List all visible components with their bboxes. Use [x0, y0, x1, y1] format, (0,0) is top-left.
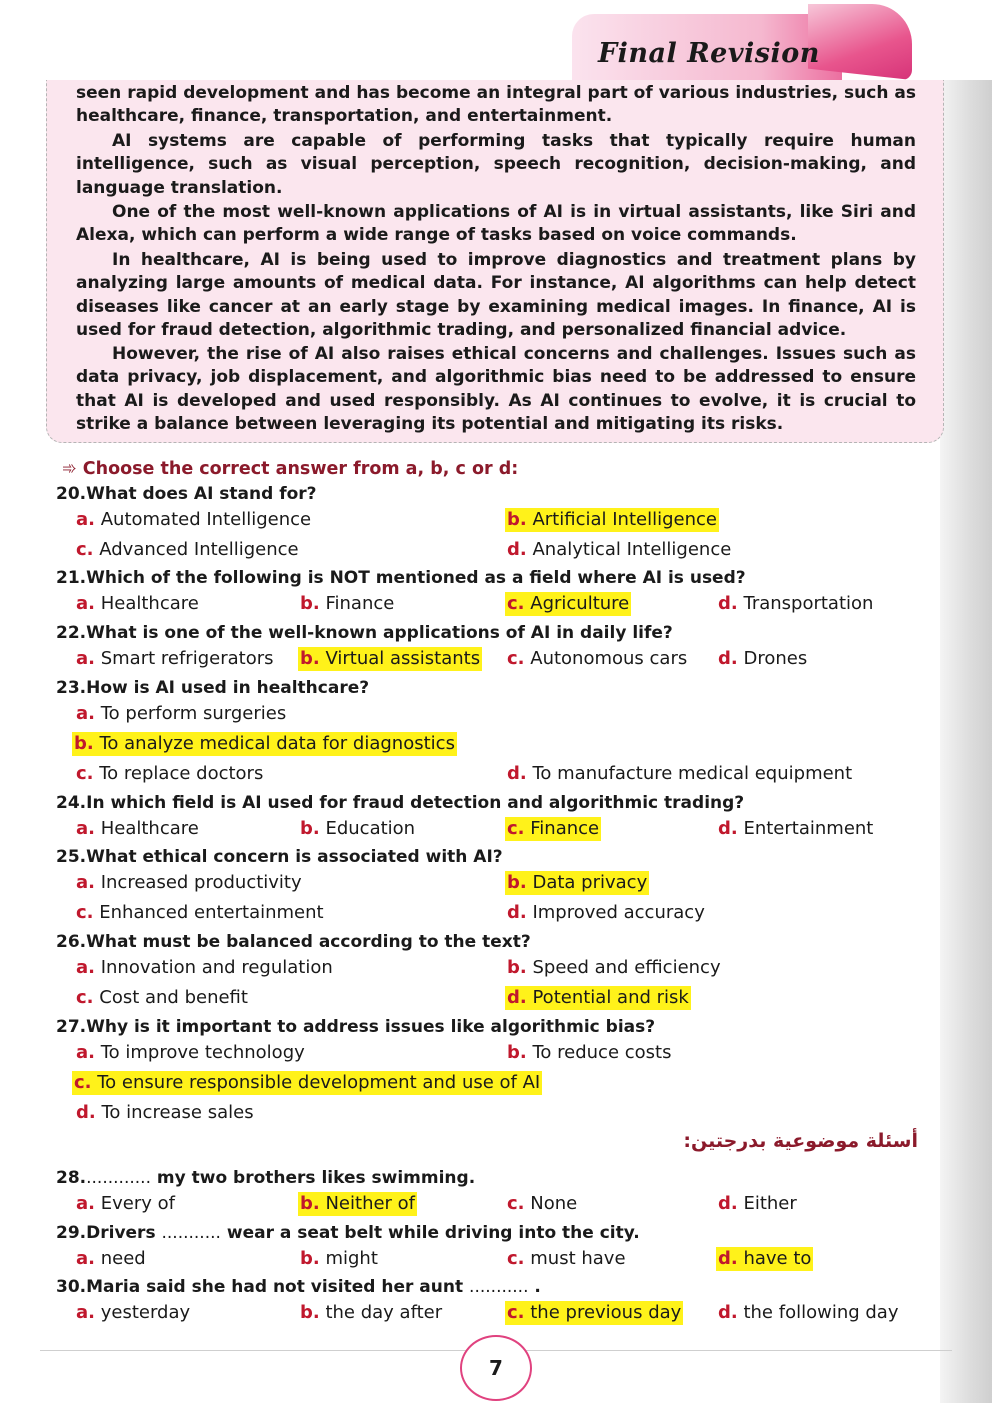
option-letter: c. [76, 763, 94, 784]
passage-paragraph: However, the rise of AI also raises ethical concerns and challenges. Issues such as data privacy, job displacement, and algorithmic bias need to be addressed to ensure that AI is developed and used responsibly. As AI continues to evolve, it is crucial to strike a balance between leveraging its potential and mitigating its risks. [76, 344, 916, 434]
option-text: Entertainment [743, 818, 874, 839]
page-number-text: 7 [489, 1356, 503, 1380]
option-text: Artificial Intelligence [532, 509, 717, 530]
question-22 [56, 623, 673, 643]
option-text: To perform surgeries [100, 703, 287, 724]
option-text: Automated Intelligence [100, 509, 312, 530]
option-21c-correct[interactable] [505, 592, 631, 616]
question-number: 23. [56, 678, 87, 698]
option-letter: b. [507, 509, 527, 530]
option-20c[interactable] [74, 538, 301, 562]
option-21a[interactable] [74, 592, 201, 616]
option-letter: d. [718, 593, 738, 614]
option-22d[interactable] [716, 647, 809, 671]
question-number: 26. [56, 932, 87, 952]
option-letter: c. [74, 1072, 92, 1093]
blank-space: ........... [161, 1223, 221, 1243]
question-text: What is one of the well-known applications of AI in daily life? [86, 623, 673, 643]
option-23c[interactable] [74, 762, 265, 786]
option-25d[interactable] [505, 901, 707, 925]
option-letter: c. [507, 1193, 525, 1214]
option-26b[interactable] [505, 956, 723, 980]
option-text: Potential and risk [532, 987, 689, 1008]
option-29c[interactable] [505, 1247, 628, 1271]
question-text: How is AI used in healthcare? [86, 678, 370, 698]
option-letter: a. [76, 1248, 95, 1269]
option-letter: c. [507, 818, 525, 839]
question-text: wear a seat belt while driving into the city. [226, 1223, 640, 1243]
option-text: yesterday [100, 1302, 191, 1323]
option-letter: c. [507, 593, 525, 614]
option-text: Finance [325, 593, 395, 614]
option-27a[interactable] [74, 1041, 307, 1065]
option-text: Finance [530, 818, 600, 839]
option-letter: d. [718, 1193, 738, 1214]
option-25a[interactable] [74, 871, 304, 895]
option-text: Smart refrigerators [100, 648, 274, 669]
question-text: What must be balanced according to the text? [86, 932, 531, 952]
option-text: Every of [100, 1193, 175, 1214]
blank-space: ........... [469, 1277, 529, 1297]
option-25c[interactable] [74, 901, 326, 925]
option-20a[interactable] [74, 508, 313, 532]
option-letter: c. [76, 987, 94, 1008]
option-text: Virtual assistants [325, 648, 481, 669]
question-number: 22. [56, 623, 87, 643]
option-letter: d. [718, 1248, 738, 1269]
question-number: 24. [56, 793, 87, 813]
option-letter: d. [507, 539, 527, 560]
option-letter: d. [507, 987, 527, 1008]
option-23b-correct[interactable] [72, 732, 457, 756]
page-header-title: Final Revision [598, 38, 820, 69]
option-letter: a. [76, 957, 95, 978]
question-text: What does AI stand for? [86, 484, 317, 504]
option-letter: b. [300, 1193, 320, 1214]
option-letter: a. [76, 872, 95, 893]
option-text: Education [325, 818, 416, 839]
option-text: To replace doctors [99, 763, 264, 784]
option-letter: a. [76, 703, 95, 724]
option-letter: b. [300, 1248, 320, 1269]
question-number: 29. [56, 1223, 87, 1243]
option-24c-correct[interactable] [505, 817, 601, 841]
option-text: To improve technology [100, 1042, 305, 1063]
option-27b[interactable] [505, 1041, 673, 1065]
question-28 [56, 1168, 475, 1188]
option-26a[interactable] [74, 956, 335, 980]
option-text: Agriculture [530, 593, 630, 614]
option-23a[interactable] [74, 702, 288, 726]
option-text: the previous day [530, 1302, 682, 1323]
option-letter: c. [507, 648, 525, 669]
option-30b[interactable] [298, 1301, 444, 1325]
option-22b-correct[interactable] [298, 647, 482, 671]
option-letter: c. [507, 1302, 525, 1323]
option-text: Drones [743, 648, 808, 669]
option-letter: b. [507, 957, 527, 978]
section-heading-arabic: أسئلة موضوعية بدرجتين: [683, 1130, 918, 1152]
option-text: Enhanced entertainment [99, 902, 324, 923]
question-27 [56, 1017, 655, 1037]
option-text: the following day [743, 1302, 899, 1323]
option-24b[interactable] [298, 817, 417, 841]
option-20b-correct[interactable] [505, 508, 719, 532]
page-number [460, 1335, 532, 1401]
option-letter: b. [300, 593, 320, 614]
option-28a[interactable] [74, 1192, 177, 1216]
option-text: Healthcare [100, 818, 199, 839]
option-letter: a. [76, 509, 95, 530]
option-letter: a. [76, 818, 95, 839]
option-27c-correct[interactable] [72, 1071, 542, 1095]
option-28d[interactable] [716, 1192, 799, 1216]
option-text: Speed and efficiency [532, 957, 721, 978]
option-letter: b. [300, 648, 320, 669]
option-30d[interactable] [716, 1301, 900, 1325]
option-letter: b. [74, 733, 94, 754]
option-letter: b. [300, 1302, 320, 1323]
option-30c-correct[interactable] [505, 1301, 683, 1325]
option-letter: a. [76, 593, 95, 614]
option-text: Improved accuracy [532, 902, 705, 923]
option-letter: d. [76, 1102, 96, 1123]
option-27d[interactable] [74, 1101, 256, 1125]
option-text: Transportation [743, 593, 874, 614]
question-text: . [534, 1277, 541, 1297]
passage-paragraph: One of the most well-known applications of AI is in virtual assistants, like Siri and Alexa, which can perform a wide range of tasks based on voice commands. [76, 202, 916, 246]
option-text: Healthcare [100, 593, 199, 614]
question-23 [56, 678, 369, 698]
question-26 [56, 932, 531, 952]
option-letter: b. [507, 1042, 527, 1063]
option-text: Data privacy [532, 872, 648, 893]
option-29b[interactable] [298, 1247, 380, 1271]
instruction-heading [62, 459, 518, 479]
option-text: have to [743, 1248, 812, 1269]
arrow-icon: ➾ [62, 459, 77, 479]
option-letter: b. [507, 872, 527, 893]
option-22a[interactable] [74, 647, 276, 671]
question-20 [56, 484, 317, 504]
option-28c[interactable] [505, 1192, 579, 1216]
option-text: Neither of [325, 1193, 416, 1214]
option-text: must have [530, 1248, 626, 1269]
option-25b-correct[interactable] [505, 871, 649, 895]
option-text: Innovation and regulation [100, 957, 333, 978]
option-letter: d. [718, 818, 738, 839]
question-text: Why is it important to address issues like algorithmic bias? [86, 1017, 656, 1037]
option-text: To manufacture medical equipment [532, 763, 853, 784]
option-23d[interactable] [505, 762, 854, 786]
question-text: In which field is AI used for fraud detection and algorithmic trading? [86, 793, 745, 813]
option-text: None [530, 1193, 578, 1214]
option-text: Autonomous cars [530, 648, 688, 669]
question-21 [56, 568, 746, 588]
question-number: 27. [56, 1017, 87, 1037]
question-number: 21. [56, 568, 87, 588]
option-letter: d. [507, 763, 527, 784]
option-21b[interactable] [298, 592, 396, 616]
question-number: 25. [56, 847, 87, 867]
option-letter: a. [76, 1193, 95, 1214]
blank-space: ............ [86, 1168, 151, 1188]
option-30a[interactable] [74, 1301, 192, 1325]
option-text: To ensure responsible development and use of AI [97, 1072, 541, 1093]
option-text: Advanced Intelligence [99, 539, 299, 560]
option-text: Cost and benefit [99, 987, 248, 1008]
question-text: Drivers [86, 1223, 156, 1243]
option-text: Increased productivity [100, 872, 302, 893]
option-29d-correct[interactable] [716, 1247, 813, 1271]
option-text: To increase sales [101, 1102, 254, 1123]
option-24a[interactable] [74, 817, 201, 841]
option-letter: a. [76, 1302, 95, 1323]
page-edge-strip [940, 80, 992, 1403]
question-text: Which of the following is NOT mentioned as a field where AI is used? [86, 568, 746, 588]
question-25 [56, 847, 503, 867]
instruction-text: Choose the correct answer from a, b, c or d: [82, 459, 519, 479]
option-26d-correct[interactable] [505, 986, 691, 1010]
question-29 [56, 1223, 640, 1243]
option-22c[interactable] [505, 647, 689, 671]
option-text: To analyze medical data for diagnostics [99, 733, 455, 754]
passage-paragraph: seen rapid development and has become an integral part of various industries, such as healthcare, finance, transportation, and entertainment. [76, 83, 916, 127]
question-24 [56, 793, 744, 813]
option-letter: c. [76, 539, 94, 560]
question-text: What ethical concern is associated with AI? [86, 847, 503, 867]
option-letter: c. [76, 902, 94, 923]
question-number: 28. [56, 1168, 87, 1188]
question-30 [56, 1277, 541, 1297]
option-text: need [100, 1248, 146, 1269]
option-letter: b. [300, 818, 320, 839]
option-20d[interactable] [505, 538, 733, 562]
option-text: Either [743, 1193, 797, 1214]
question-text: my two brothers likes swimming. [156, 1168, 476, 1188]
option-text: the day after [325, 1302, 443, 1323]
option-letter: c. [507, 1248, 525, 1269]
option-26c[interactable] [74, 986, 250, 1010]
option-text: Analytical Intelligence [532, 539, 732, 560]
option-letter: d. [718, 648, 738, 669]
option-21d[interactable] [716, 592, 875, 616]
option-letter: d. [507, 902, 527, 923]
question-number: 20. [56, 484, 87, 504]
question-text: Maria said she had not visited her aunt [86, 1277, 464, 1297]
header-curl-decoration [808, 4, 912, 80]
question-number: 30. [56, 1277, 87, 1297]
passage-paragraph: In healthcare, AI is being used to improve diagnostics and treatment plans by analyzing large amounts of medical data. For instance, AI algorithms can help detect diseases like cancer at an early stage by examining medical images. In finance, AI is used for fraud detection, algorithmic trading, and personalized financial advice. [76, 250, 916, 340]
option-text: To reduce costs [532, 1042, 672, 1063]
option-letter: d. [718, 1302, 738, 1323]
option-letter: a. [76, 648, 95, 669]
option-24d[interactable] [716, 817, 875, 841]
option-29a[interactable] [74, 1247, 148, 1271]
passage-paragraph: AI systems are capable of performing tasks that typically require human intelligence, such as visual perception, speech recognition, decision-making, and language translation. [76, 131, 916, 198]
option-28b-correct[interactable] [298, 1192, 417, 1216]
option-text: might [325, 1248, 378, 1269]
option-letter: a. [76, 1042, 95, 1063]
